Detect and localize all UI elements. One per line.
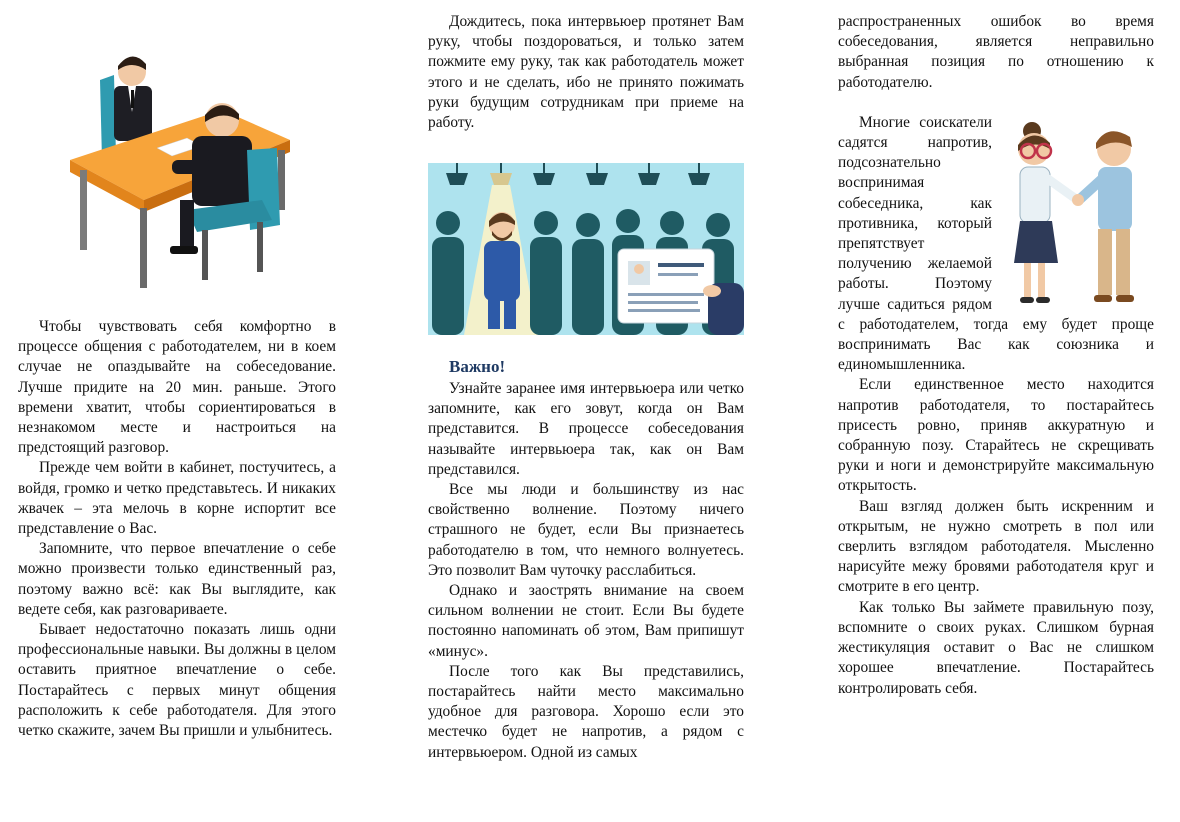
paragraph: Все мы люди и большинству из нас свойственно волнение. Поэтому ничего страшного не будет, если Вы признаетесь работодателю в том, что немного волнуетесь. Это позволит Вам чуточку расслабиться. [428, 481, 744, 579]
middle-column-top [428, 12, 744, 133]
paragraph: Ваш взгляд должен быть искренним и открытым, не нужно смотреть в пол или сверлить взглядом работодателя. Мысленно нарисуйте межу бровями работодателя круг и смотрите в его центр. [838, 497, 1154, 596]
candidate-selection-illustration [428, 163, 744, 335]
paragraph-continued: распространенных ошибок во время собеседования, является неправильно выбранная позиция по отношению к работодателю. [838, 13, 1154, 91]
paragraph: После того как Вы представились, постарайтесь найти место максимально удобное для разговора. Хорошо если это местечко будет не напротив, а рядом с интервьюером. Одной из самых [428, 662, 744, 761]
handshake-illustration [998, 113, 1154, 309]
paragraph: Запомните, что первое впечатление о себе можно произвести только единственный раз, поэтому важно всё: как Вы выглядите, как ведете себя, как разговариваете. [18, 540, 336, 618]
middle-column-bottom [428, 357, 744, 763]
important-heading: Важно! [449, 357, 506, 376]
right-column-text [838, 12, 1154, 699]
paragraph: Если единственное место находится напротив работодателя, то постарайтесь присесть ровно, приняв аккуратную и собранную позу. Старайтесь не скрещивать руки и ноги и демонстрируйте максимальную открытость. [838, 376, 1154, 495]
paragraph: Прежде чем войти в кабинет, постучитесь, а войдя, громко и четко представьтесь. И никаких жвачек – эта мелочь в корне испортит все представление о Вас. [18, 459, 336, 538]
paragraph: Бывает недостаточно показать лишь одни профессиональные навыки. Вы должны в целом оставить приятное впечатление о себе. Постарайтесь с первых минут общения расположить к себе работодателя. Для этого четко скажите, зачем Вы пришли и улыбнитесь. [18, 621, 336, 740]
interview-desk-illustration [52, 40, 302, 290]
paragraph: Как только Вы займете правильную позу, вспомните о своих руках. Слишком бурная жестикуляция оставит о Вас не слишком хорошее впечатление. Постарайтесь контролировать себя. [838, 598, 1154, 697]
paragraph: Однако и заострять внимание на своем сильном волнении не стоит. Если Вы будете постоянно напоминать об этом, Вам припишут «минус». [428, 582, 744, 660]
paragraph: Чтобы чувствовать себя комфортно в процессе общения с работодателем, ни в коем случае не опаздывайте на собеседование. Лучше придите на 20 мин. раньше. Этого времени хватит, чтобы сориентироваться в незнакомом месте и настроиться на предстоящий разговор. [18, 318, 336, 457]
paragraph: Узнайте заранее имя интервьюера или четко запомните, как его зовут, когда он Вам представится. В процессе собеседования называйте интервьюера так, как он Вам представился. [428, 380, 744, 478]
left-column-text [18, 317, 336, 741]
paragraph: Дождитесь, пока интервьюер протянет Вам руку, чтобы поздороваться, и только затем пожмите ему руку, так как работодатель может этого и не сделать, ибо не принято пожимать руки будущим сотрудникам при приеме на работу. [428, 13, 744, 132]
paragraph: Многие соискатели садятся напротив, подсознательно воспринимая собеседника, как противника, который препятствует получению желаемой работы. Поэтому лучше садиться рядом с работодателем, тогда ему будет проще воспринимать Вас как союзника и единомышленника. [838, 113, 1154, 374]
